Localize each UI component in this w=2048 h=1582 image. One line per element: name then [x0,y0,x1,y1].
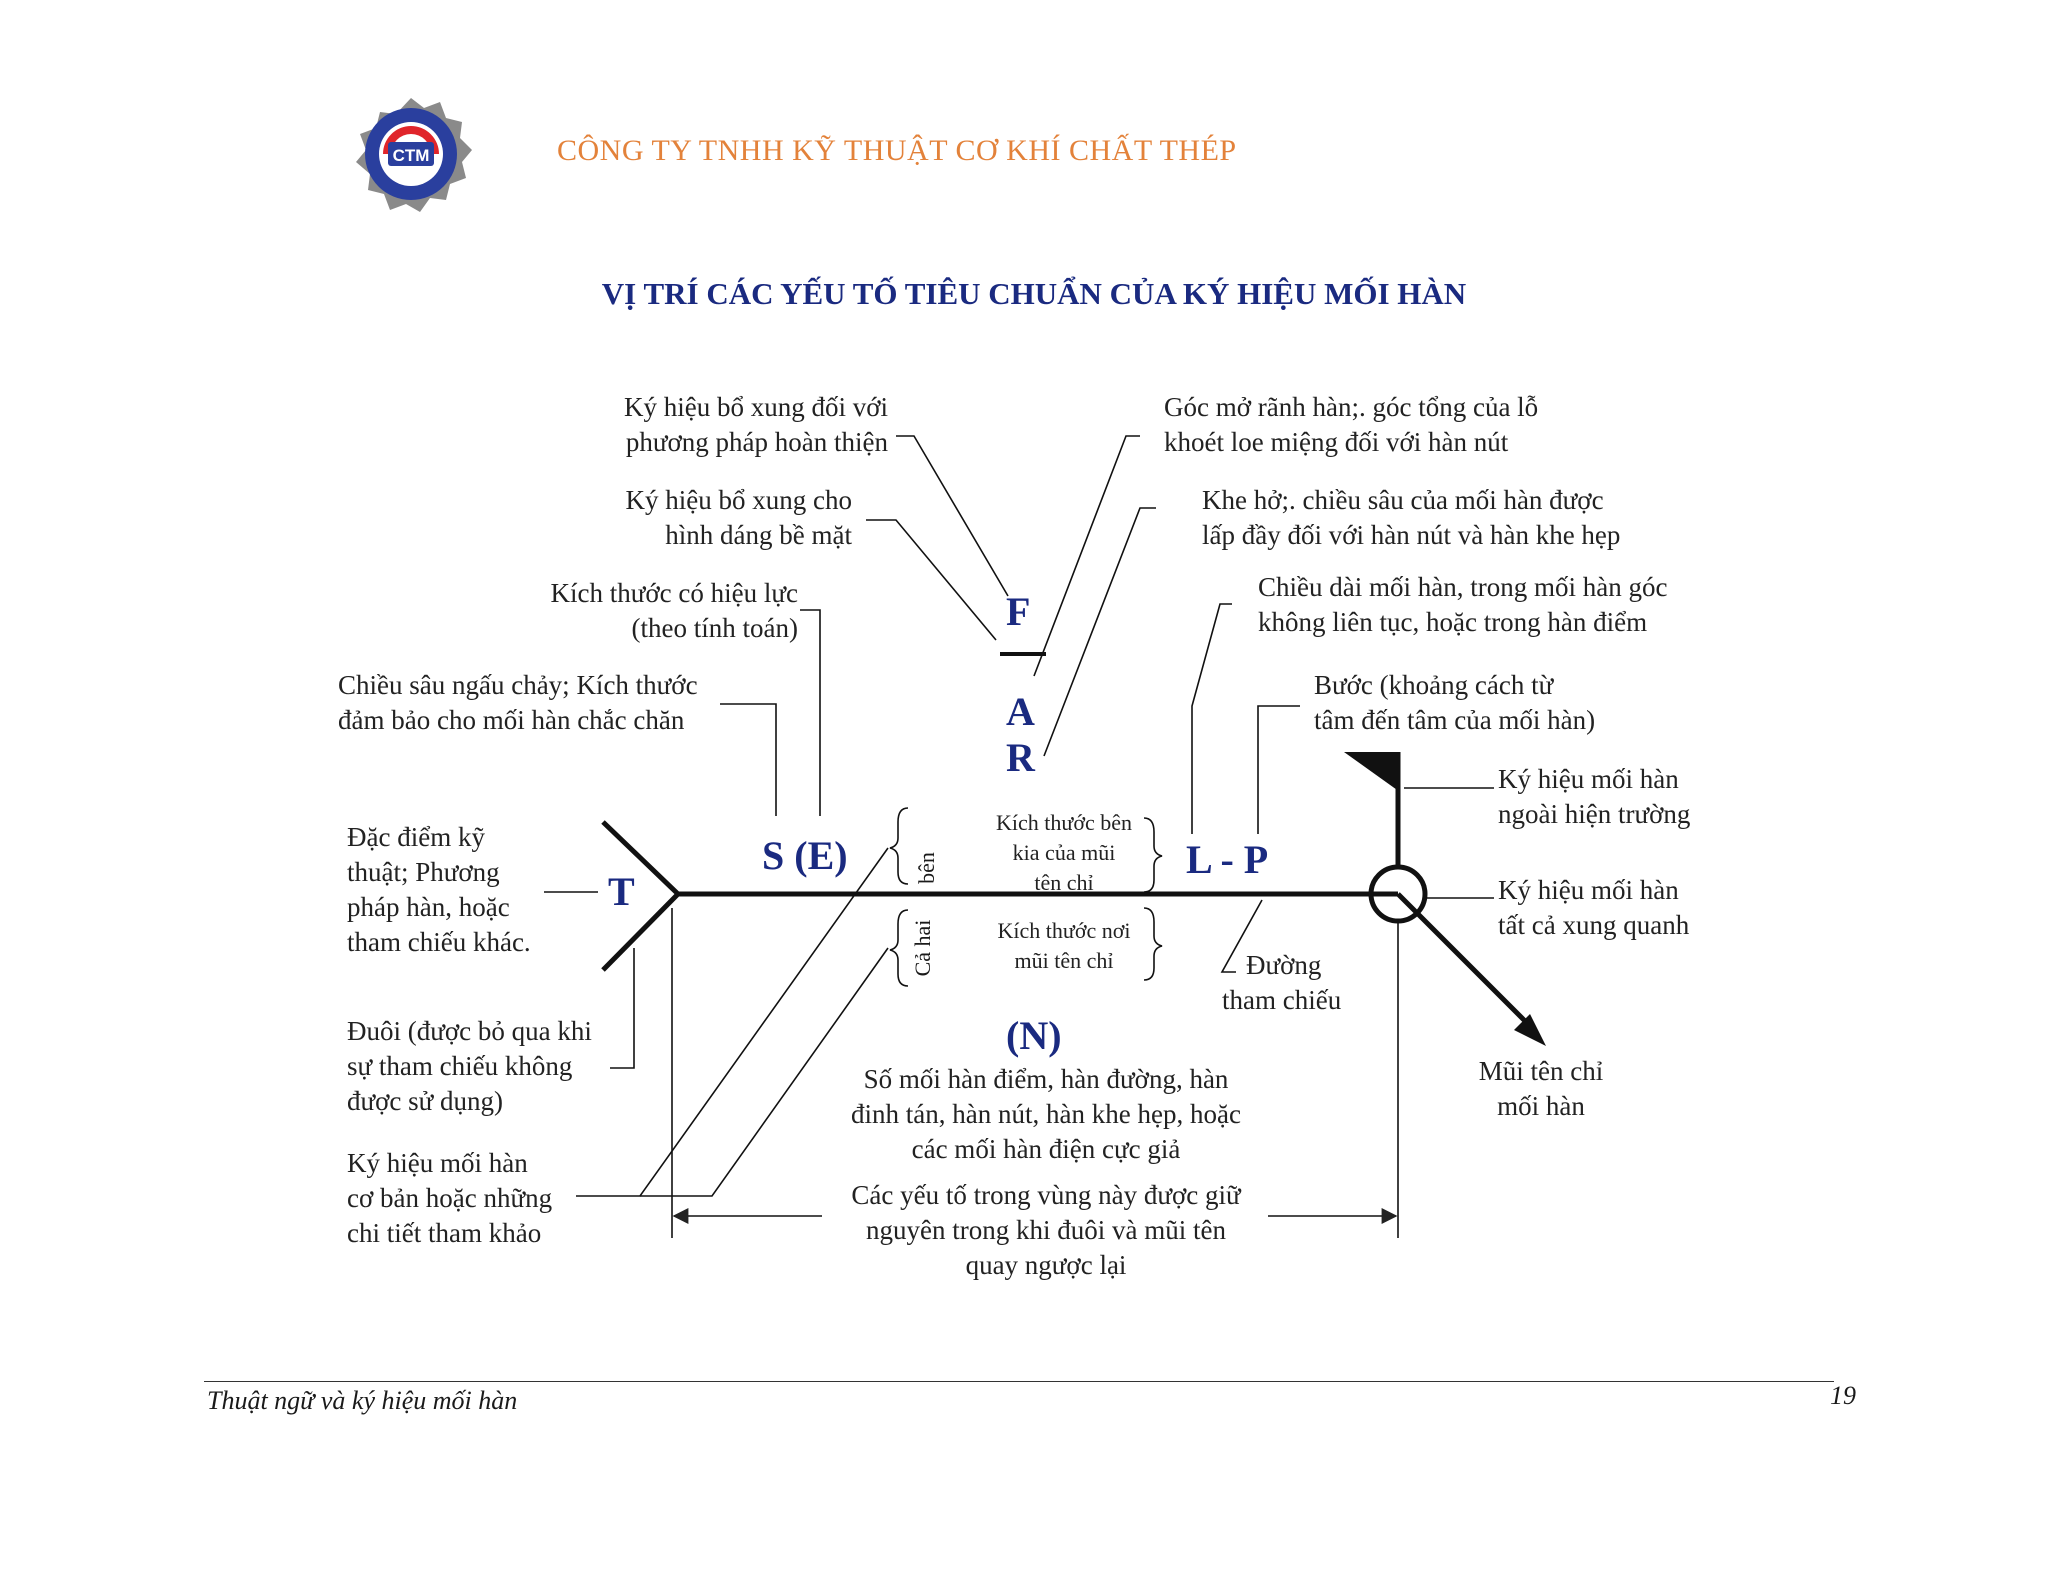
brace-other-left [890,808,908,884]
symbol-R: R [1006,735,1035,780]
label-weld-length: Chiều dài mối hàn, trong mối hàn góc không liên tục, hoặc trong hàn điểm [1258,572,1668,637]
label-specification: Đặc điểm kỹ thuật; Phương pháp hàn, hoặc tham chiếu khác. [347,822,531,957]
arrow-head [1514,1014,1546,1046]
label-basic-symbol: Ký hiệu mối hàn cơ bản hoặc những chi tiết tham khảo [347,1148,553,1248]
footer-doc-title: Thuật ngữ và ký hiệu mối hàn [207,1386,518,1415]
leader-effective [800,610,820,816]
label-side-both: Cả hai [910,919,935,977]
label-finish: Ký hiệu bổ xung đối với phương pháp hoàn thiện [623,392,888,457]
label-side-other: bên [914,852,939,884]
leader-depth [720,704,776,816]
leader-angle [1034,436,1140,676]
leader-tail [610,948,634,1068]
symbol-F: F [1006,589,1031,634]
label-pitch: Bước (khoảng cách từ tâm đến tâm của mối hàn) [1314,670,1596,735]
label-fixed-elements: Các yếu tố trong vùng này được giữ nguyên trong khi đuôi và mũi tên quay ngược lại [851,1180,1241,1280]
label-reference-line: Đường tham chiếu [1222,950,1342,1015]
label-weld-all-around: Ký hiệu mối hàn tất cả xung quanh [1498,875,1690,940]
leader-pitch [1258,706,1300,834]
company-name: CÔNG TY TNHH KỸ THUẬT CƠ KHÍ CHẤT THÉP [557,134,1237,167]
label-root-opening: Khe hở;. chiều sâu của mối hàn được lấp đầy đối với hàn nút và hàn khe hẹp [1202,485,1621,550]
page-number: 19 [1830,1381,1856,1410]
label-other-side-size: Kích thước bên kia của mũi tên chỉ [996,810,1132,895]
label-effective-size: Kích thước có hiệu lực (theo tính toán) [550,578,798,643]
symbol-SE: S (E) [762,833,848,878]
leader-root [1044,508,1156,756]
leader-length [1192,604,1232,834]
brace-arrow-left [890,910,908,986]
symbol-N: (N) [1006,1013,1062,1058]
field-weld-flag [1344,752,1400,792]
label-arrow: Mũi tên chỉ mối hàn [1478,1056,1604,1121]
label-number-of-welds: Số mối hàn điểm, hàn đường, hàn đinh tán, hàn nút, hàn khe hẹp, hoặc các mối hàn điện cực giả [851,1064,1241,1164]
page-title: VỊ TRÍ CÁC YẾU TỐ TIÊU CHUẨN CỦA KÝ HIỆU MỐI HÀN [601,276,1467,311]
symbol-A: A [1006,689,1035,734]
logo-text: CTM [392,146,430,165]
label-field-weld: Ký hiệu mối hàn ngoài hiện trường [1498,764,1691,829]
symbol-T: T [608,869,635,914]
label-groove-angle: Góc mở rãnh hàn;. góc tổng của lỗ khoét loe miệng đối với hàn nút [1164,392,1539,457]
label-tail: Đuôi (được bỏ qua khi sự tham chiếu không được sử dụng) [347,1016,592,1116]
label-penetration-depth: Chiều sâu ngấu chảy; Kích thước đảm bảo cho mối hàn chắc chăn [338,670,698,735]
leader-contour [866,520,996,640]
label-contour: Ký hiệu bổ xung cho hình dáng bề mặt [625,485,852,550]
leader-finish [896,436,1008,596]
footer-rule [204,1381,1834,1382]
label-arrow-side-size: Kích thước nơi mũi tên chỉ [997,918,1131,973]
symbol-LP: L - P [1186,837,1269,882]
